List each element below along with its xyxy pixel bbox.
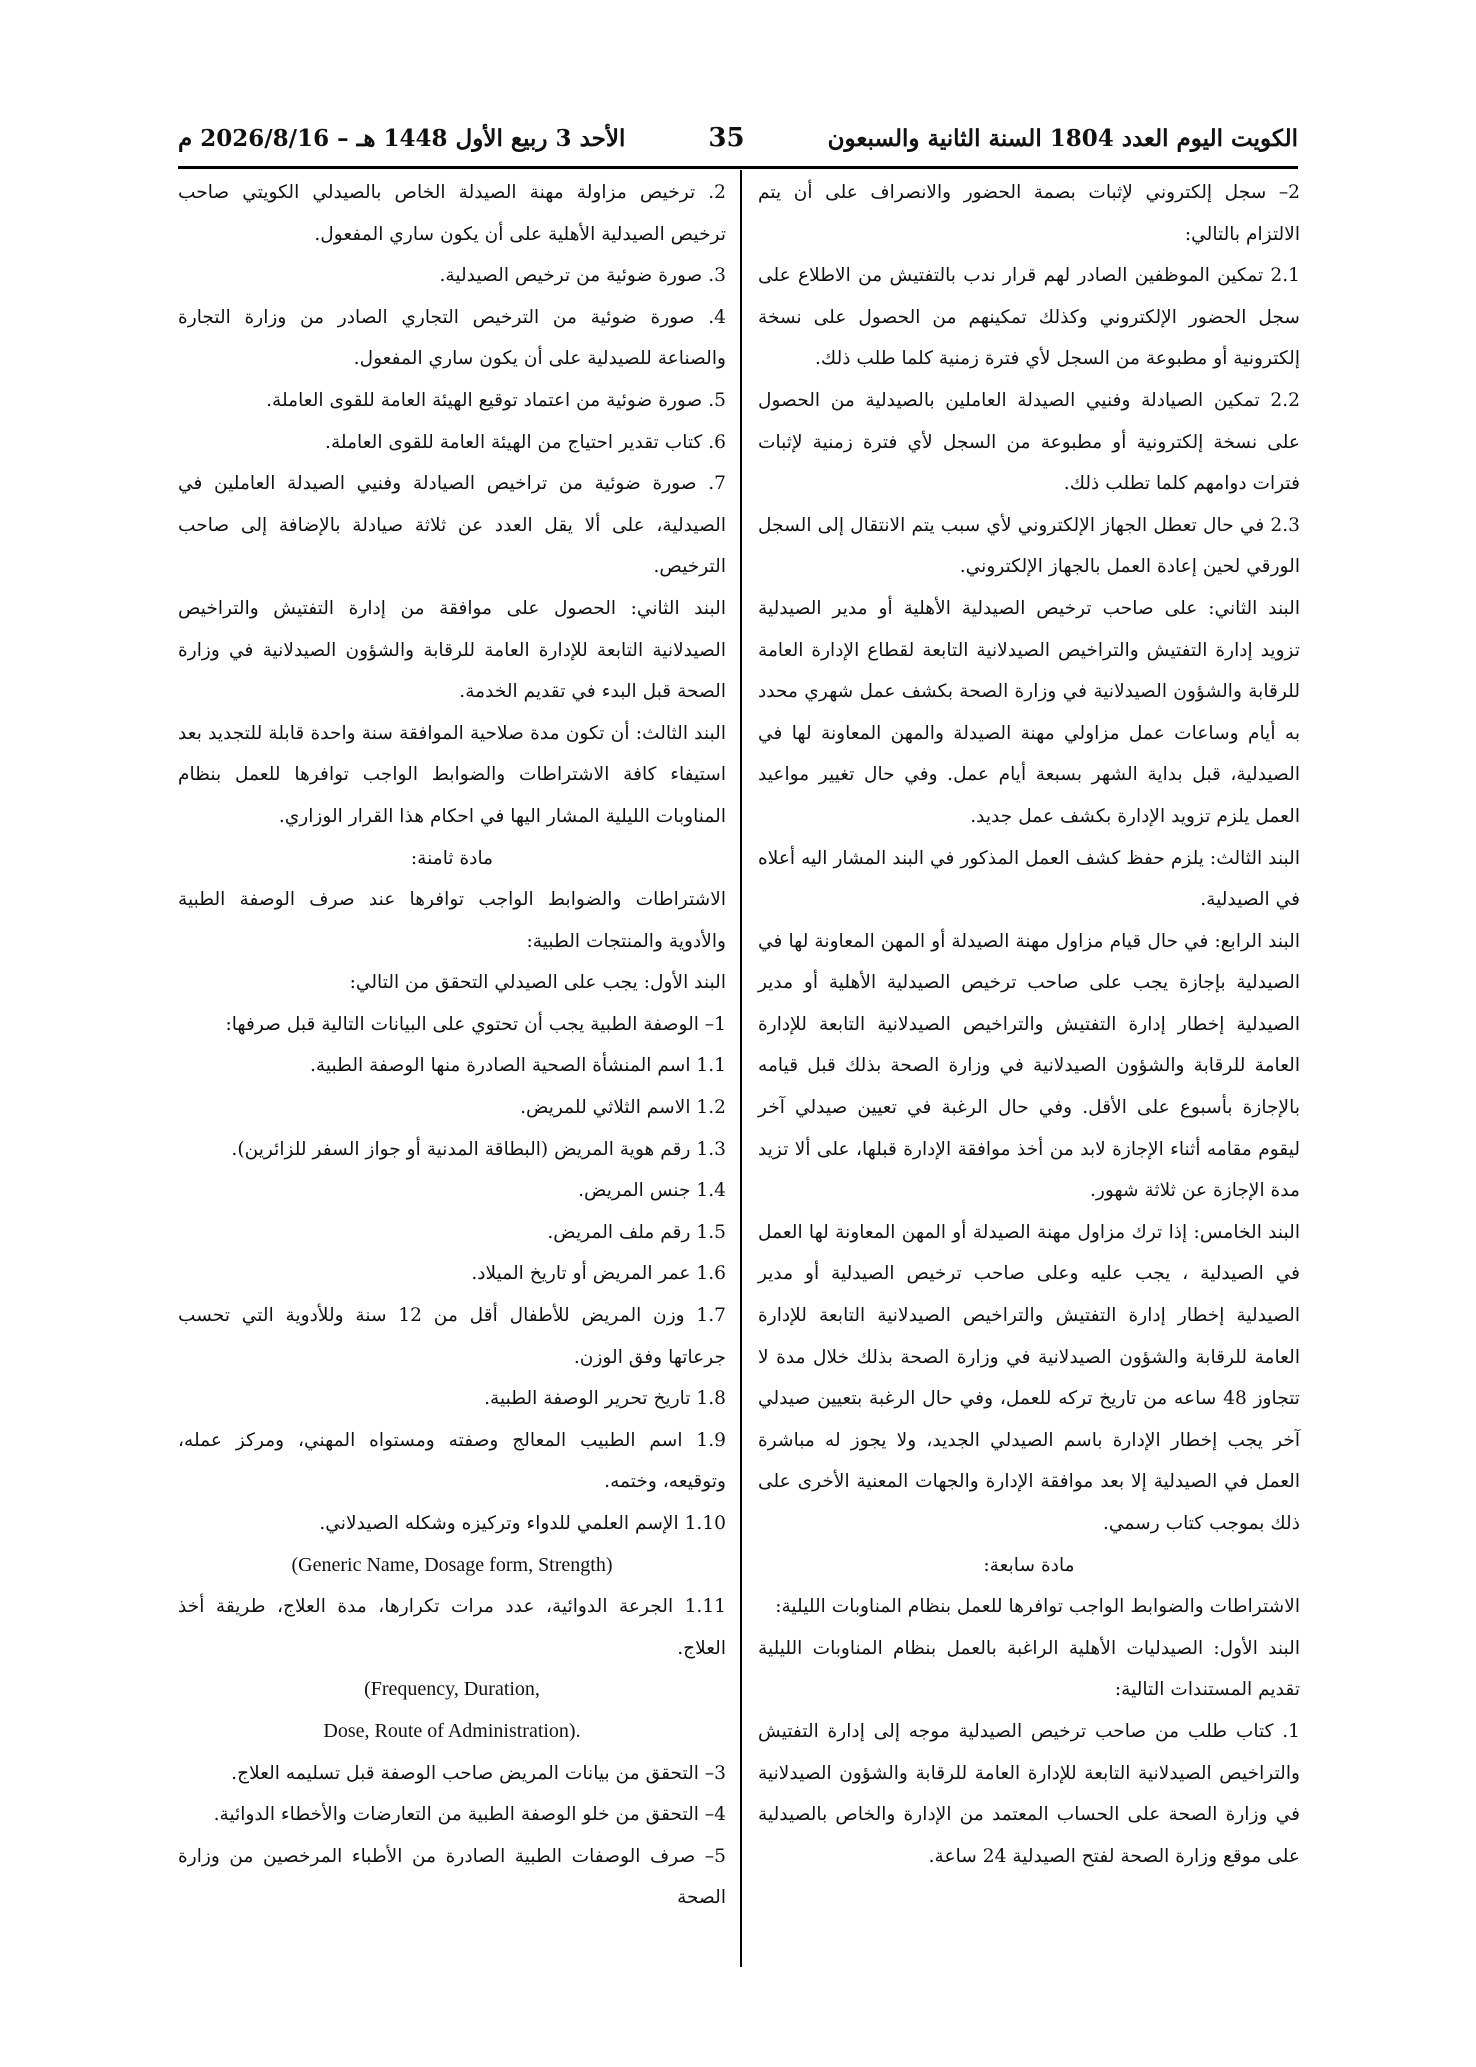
list-item: 5– صرف الوصفات الطبية الصادرة من الأطباء المرخصين من وزارة الصحة — [178, 1845, 726, 1909]
left-column — [178, 172, 726, 1919]
paragraph: الاشتراطات والضوابط الواجب توافرها للعمل بنظام المناوبات الليلية: — [775, 1596, 1300, 1618]
paragraph: 1. كتاب طلب من صاحب ترخيص الصيدلية موجه إلى إدارة التفتيش والتراخيص الصيدلانية التابعة للإدارة العامة للرقابة والشؤون الصيدلانية في وزارة الصحة على الحساب المعتمد من الإدارة والخاص بالصيدلية على موقع وزارة الصحة لفتح الصيدلية 24 ساعة. — [758, 1720, 1300, 1867]
paragraph: 2– سجل إلكتروني لإثبات بصمة الحضور والانصراف على أن يتم الالتزام بالتالي: — [758, 182, 1300, 245]
paragraph: 4. صورة ضوئية من الترخيص التجاري الصادر من وزارة التجارة والصناعة للصيدلية على أن يكون ساري المفعول. — [178, 306, 726, 370]
right-column — [758, 172, 1300, 1877]
list-item: 1.3 رقم هوية المريض (البطاقة المدنية أو جواز السفر للزائرين). — [231, 1138, 726, 1160]
paragraph: 2.2 تمكين الصيادلة وفنيي الصيدلة العاملين بالصيدلية من الحصول على نسخة إلكترونية أو مطبوعة من السجل لأي فترة زمنية لإثبات فترات دوامهم كلما تطلب ذلك. — [758, 389, 1300, 495]
column-divider — [740, 170, 742, 1967]
list-item: 1.8 تاريخ تحرير الوصفة الطبية. — [484, 1388, 726, 1410]
header-rule — [178, 166, 1298, 169]
page-number: 35 — [708, 123, 745, 153]
paragraph: 2.3 في حال تعطل الجهاز الإلكتروني لأي سبب يتم الانتقال إلى السجل الورقي لحين إعادة العمل بالجهاز الإلكتروني. — [758, 514, 1300, 578]
latin-terms: (Frequency, Duration, — [364, 1678, 540, 1701]
list-item: 1.5 رقم ملف المريض. — [547, 1221, 726, 1243]
paragraph: البند الثاني: على صاحب ترخيص الصيدلية الأهلية أو مدير الصيدلية تزويد إدارة التفتيش والتراخيص الصيدلانية التابعة لقطاع الإدارة العامة للرقابة والشؤون الصيدلانية في وزارة الصحة بكشف عمل شهري محدد به أيام وساعات عمل مزاولي مهنة الصيدلة والمهن المعاونة لها في الصيدلية، قبل بداية الشهر بسبعة أيام عمل. وفي حال تغيير مواعيد العمل يلزم تزويد الإدارة بكشف عمل جديد. — [758, 597, 1300, 827]
list-item: 1.6 عمر المريض أو تاريخ الميلاد. — [471, 1263, 726, 1285]
paragraph: 6. كتاب تقدير احتياج من الهيئة العامة للقوى العاملة. — [325, 431, 726, 453]
list-item: 3– التحقق من بيانات المريض صاحب الوصفة قبل تسليمه العلاج. — [231, 1762, 726, 1784]
paragraph: 1– الوصفة الطبية يجب أن تحتوي على البيانات التالية قبل صرفها: — [225, 1013, 726, 1035]
latin-terms: (Generic Name, Dosage form, Strength) — [291, 1553, 613, 1576]
paragraph: البند الخامس: إذا ترك مزاول مهنة الصيدلة أو المهن المعاونة لها العمل في الصيدلية ، يجب عليه وعلى صاحب ترخيص الصيدلية أو مدير الصيدلية إخطار إدارة التفتيش والتراخيص الصيدلانية التابعة للإدارة العامة للرقابة والشؤون الصيدلانية في وزارة الصحة بذلك خلال مدة لا تتجاوز 48 ساعه من تاريخ تركه للعمل، وفي حال الرغبة بتعيين صيدلي آخر يجب إخطار الإدارة باسم الصيدلي الجديد، ولا يجوز له مباشرة العمل في الصيدلية إلا بعد موافقة الإدارة والجهات المعنية الأخرى على ذلك بموجب كتاب رسمي. — [758, 1221, 1300, 1534]
paragraph: 5. صورة ضوئية من اعتماد توقيع الهيئة العامة للقوى العاملة. — [266, 389, 726, 411]
paragraph: 7. صورة ضوئية من تراخيص الصيادلة وفنيي الصيدلة العاملين في الصيدلية، على ألا يقل العدد عن ثلاثة صيادلة بالإضافة إلى صاحب الترخيص. — [178, 473, 726, 578]
paragraph: البند الثالث: أن تكون مدة صلاحية الموافقة سنة واحدة قابلة للتجديد بعد استيفاء كافة الاشتراطات والضوابط الواجب توافرها للعمل بنظام المناوبات الليلية المشار اليها في احكام هذا القرار الوزاري. — [178, 722, 726, 827]
list-item: 1.9 اسم الطبيب المعالج وصفته ومستواه المهني، ومركز عمله، وتوقيعه، وختمه. — [178, 1429, 726, 1493]
list-item: 1.11 الجرعة الدوائية، عدد مرات تكرارها، مدة العلاج، طريقة أخذ العلاج. — [178, 1596, 726, 1659]
paragraph: البند الأول: الصيدليات الأهلية الراغبة بالعمل بنظام المناوبات الليلية تقديم المستندات التالية: — [758, 1637, 1300, 1701]
paragraph: 3. صورة ضوئية من ترخيص الصيدلية. — [439, 265, 726, 287]
paragraph: البند الثاني: الحصول على موافقة من إدارة التفتيش والتراخيص الصيدلانية التابعة للإدارة العامة للرقابة والشؤون الصيدلانية في وزارة الصحة قبل البدء في تقديم الخدمة. — [178, 597, 726, 703]
paragraph: البند الثالث: يلزم حفظ كشف العمل المذكور في البند المشار اليه أعلاه في الصيدلية. — [758, 847, 1300, 911]
article-heading: مادة سابعة: — [983, 1554, 1075, 1576]
article-heading: مادة ثامنة: — [410, 847, 494, 869]
issue-info: الكويت اليوم العدد 1804 السنة الثانية والسبعون — [827, 124, 1298, 152]
paragraph: البند الرابع: في حال قيام مزاول مهنة الصيدلة أو المهن المعاونة لها في الصيدلية بإجازة يجب على صاحب ترخيص الصيدلية الأهلية أو مدير الصيدلية إخطار إدارة التفتيش والتراخيص الصيدلانية التابعة للإدارة العامة للرقابة والشؤون الصيدلانية في وزارة الصحة بذلك قبل قيامه بالإجازة بأسبوع على الأقل. وفي حال الرغبة في تعيين صيدلي آخر ليقوم مقامه أثناء الإجازة لابد من أخذ موافقة الإدارة قبلها، على ألا تزيد مدة الإجازة عن ثلاثة شهور. — [758, 930, 1300, 1202]
paragraph: الاشتراطات والضوابط الواجب توافرها عند صرف الوصفة الطبية والأدوية والمنتجات الطبية: — [178, 889, 726, 952]
paragraph: 2. ترخيص مزاولة مهنة الصيدلة الخاص بالصيدلي الكويتي صاحب ترخيص الصيدلية الأهلية على أن يكون ساري المفعول. — [178, 182, 726, 245]
paragraph: 2.1 تمكين الموظفين الصادر لهم قرار ندب بالتفتيش من الاطلاع على سجل الحضور الإلكتروني وكذلك تمكينهم من الحصول على نسخة إلكترونية أو مطبوعة من السجل لأي فترة زمنية كلما طلب ذلك. — [758, 265, 1300, 370]
list-item: 1.2 الاسم الثلاثي للمريض. — [520, 1097, 726, 1119]
list-item: 1.1 اسم المنشأة الصحية الصادرة منها الوصفة الطبية. — [309, 1055, 726, 1077]
latin-terms: Dose, Route of Administration). — [323, 1719, 581, 1742]
page-header — [178, 118, 1298, 158]
issue-date: الأحد 3 ربيع الأول 1448 هـ – 2026/8/16 م — [178, 124, 626, 152]
paragraph: البند الأول: يجب على الصيدلي التحقق من التالي: — [349, 972, 726, 994]
list-item: 4– التحقق من خلو الوصفة الطبية من التعارضات والأخطاء الدوائية. — [213, 1804, 726, 1826]
list-item: 1.4 جنس المريض. — [578, 1180, 726, 1202]
list-item: 1.10 الإسم العلمي للدواء وتركيزه وشكله الصيدلاني. — [319, 1513, 726, 1534]
list-item: 1.7 وزن المريض للأطفال أقل من 12 سنة وللأدوية التي تحسب جرعاتها وفق الوزن. — [178, 1305, 726, 1368]
